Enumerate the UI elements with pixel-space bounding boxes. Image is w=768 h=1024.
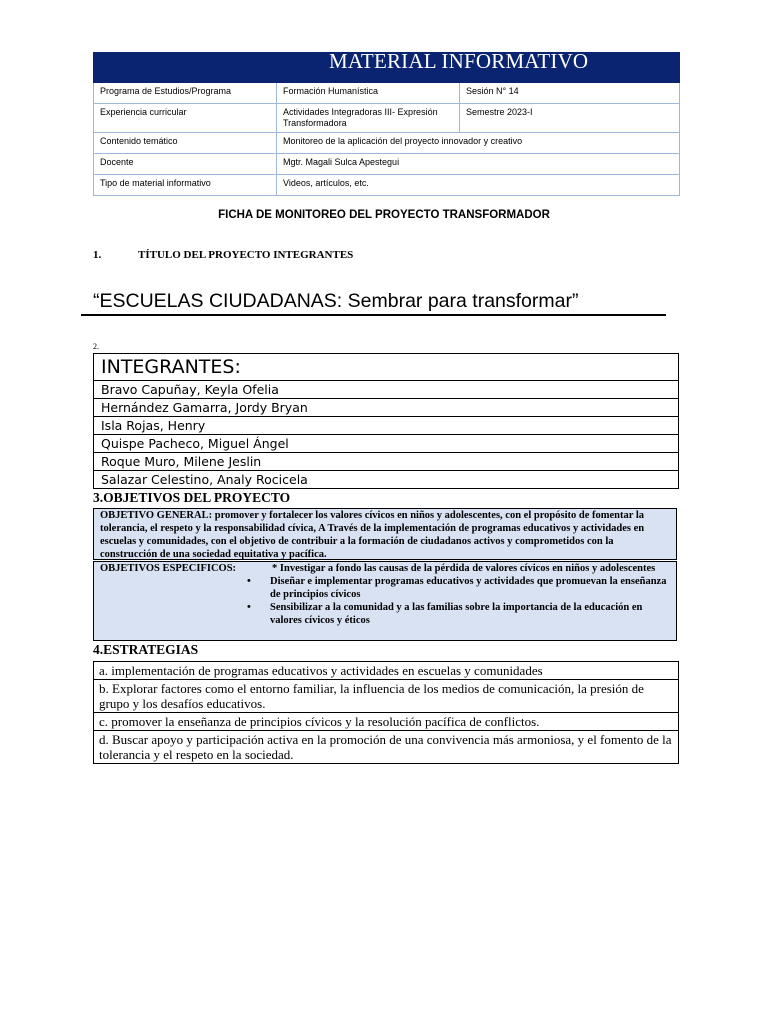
section-1-label: TÍTULO DEL PROYECTO INTEGRANTES (138, 249, 354, 261)
members-heading: INTEGRANTES: (94, 354, 679, 381)
strategies-table (93, 661, 679, 764)
strategies-heading: 4.ESTRATEGIAS (93, 642, 199, 657)
material-title: MATERIAL INFORMATIVO (94, 53, 680, 83)
strategy-row: d. Buscar apoyo y participación activa en la promoción de una convivencia más armoniosa, y el fomento de la tolerancia y el respeto en la sociedad. (94, 731, 679, 764)
strategy-row: b. Explorar factores como el entorno familiar, la influencia de los medios de comunicación, la presión de grupo y los desafíos educativos. (94, 680, 679, 713)
section-1-heading (93, 249, 353, 261)
objectives-heading: 3.OBJETIVOS DEL PROYECTO (93, 490, 291, 505)
specific-objectives-first-line (100, 562, 672, 575)
specific-objective-item: • Sensibilizar a la comunidad y a las familias sobre la importancia de la educación en valores cívicos y éticos (247, 601, 672, 627)
project-title: “ESCUELAS CIUDADANAS: Sembrar para transformar” (93, 290, 579, 312)
session-number: Sesión N° 14 (460, 83, 680, 104)
ficha-title: FICHA DE MONITOREO DEL PROYECTO TRANSFORMADOR (218, 209, 550, 221)
experience-value: Actividades Integradoras III- Expresión Transformadora (277, 104, 460, 133)
specific-objectives-label: OBJETIVOS ESPECIFICOS: (100, 563, 237, 574)
member-row: Bravo Capuñay, Keyla Ofelia (94, 381, 679, 399)
semester-value: Semestre 2023-I (460, 104, 680, 133)
member-row: Isla Rojas, Henry (94, 417, 679, 435)
member-row: Quispe Pacheco, Miguel Ángel (94, 435, 679, 453)
specific-objectives (93, 561, 677, 641)
teacher-value: Mgtr. Magali Sulca Apestegui (277, 154, 680, 175)
member-row: Roque Muro, Milene Jeslin (94, 453, 679, 471)
program-value: Formación Humanística (277, 83, 460, 104)
member-row: Salazar Celestino, Analy Rocicela (94, 471, 679, 489)
header-table (93, 49, 680, 196)
specific-objectives-list (100, 575, 672, 627)
strategy-row: a. implementación de programas educativos y actividades en escuelas y comunidades (94, 662, 679, 680)
teacher-label: Docente (94, 154, 277, 175)
specific-objective-1: * Investigar a fondo las causas de la pérdida de valores cívicos en niños y adolescentes (272, 563, 656, 574)
members-table (93, 353, 679, 489)
content-label: Contenido temático (94, 133, 277, 154)
title-underline (81, 314, 666, 316)
member-row: Hernández Gamarra, Jordy Bryan (94, 399, 679, 417)
experience-label: Experiencia curricular (94, 104, 277, 133)
strategy-row: c. promover la enseñanza de principios cívicos y la resolución pacífica de conflictos. (94, 713, 679, 731)
program-label: Programa de Estudios/Programa (94, 83, 277, 104)
specific-objective-item: • Diseñar e implementar programas educativos y actividades que promuevan la enseñanza de principios cívicos (247, 575, 672, 601)
material-type-value: Videos, artículos, etc. (277, 175, 680, 196)
material-type-label: Tipo de material informativo (94, 175, 277, 196)
section-2-number: 2. (93, 342, 99, 351)
section-1-number: 1. (93, 249, 102, 261)
content-value: Monitoreo de la aplicación del proyecto innovador y creativo (277, 133, 680, 154)
general-objective: OBJETIVO GENERAL: promover y fortalecer los valores cívicos en niños y adolescentes, con el propósito de fomentar la tolerancia, el respeto y la responsabilidad cívica, A Través de la implementación de programas educativos y actividades en escuelas y comunidades, con el objetivo de contribuir a la formación de ciudadanos activos y comprometidos con la construcción de una sociedad equitativa y pacífica. (93, 508, 677, 560)
